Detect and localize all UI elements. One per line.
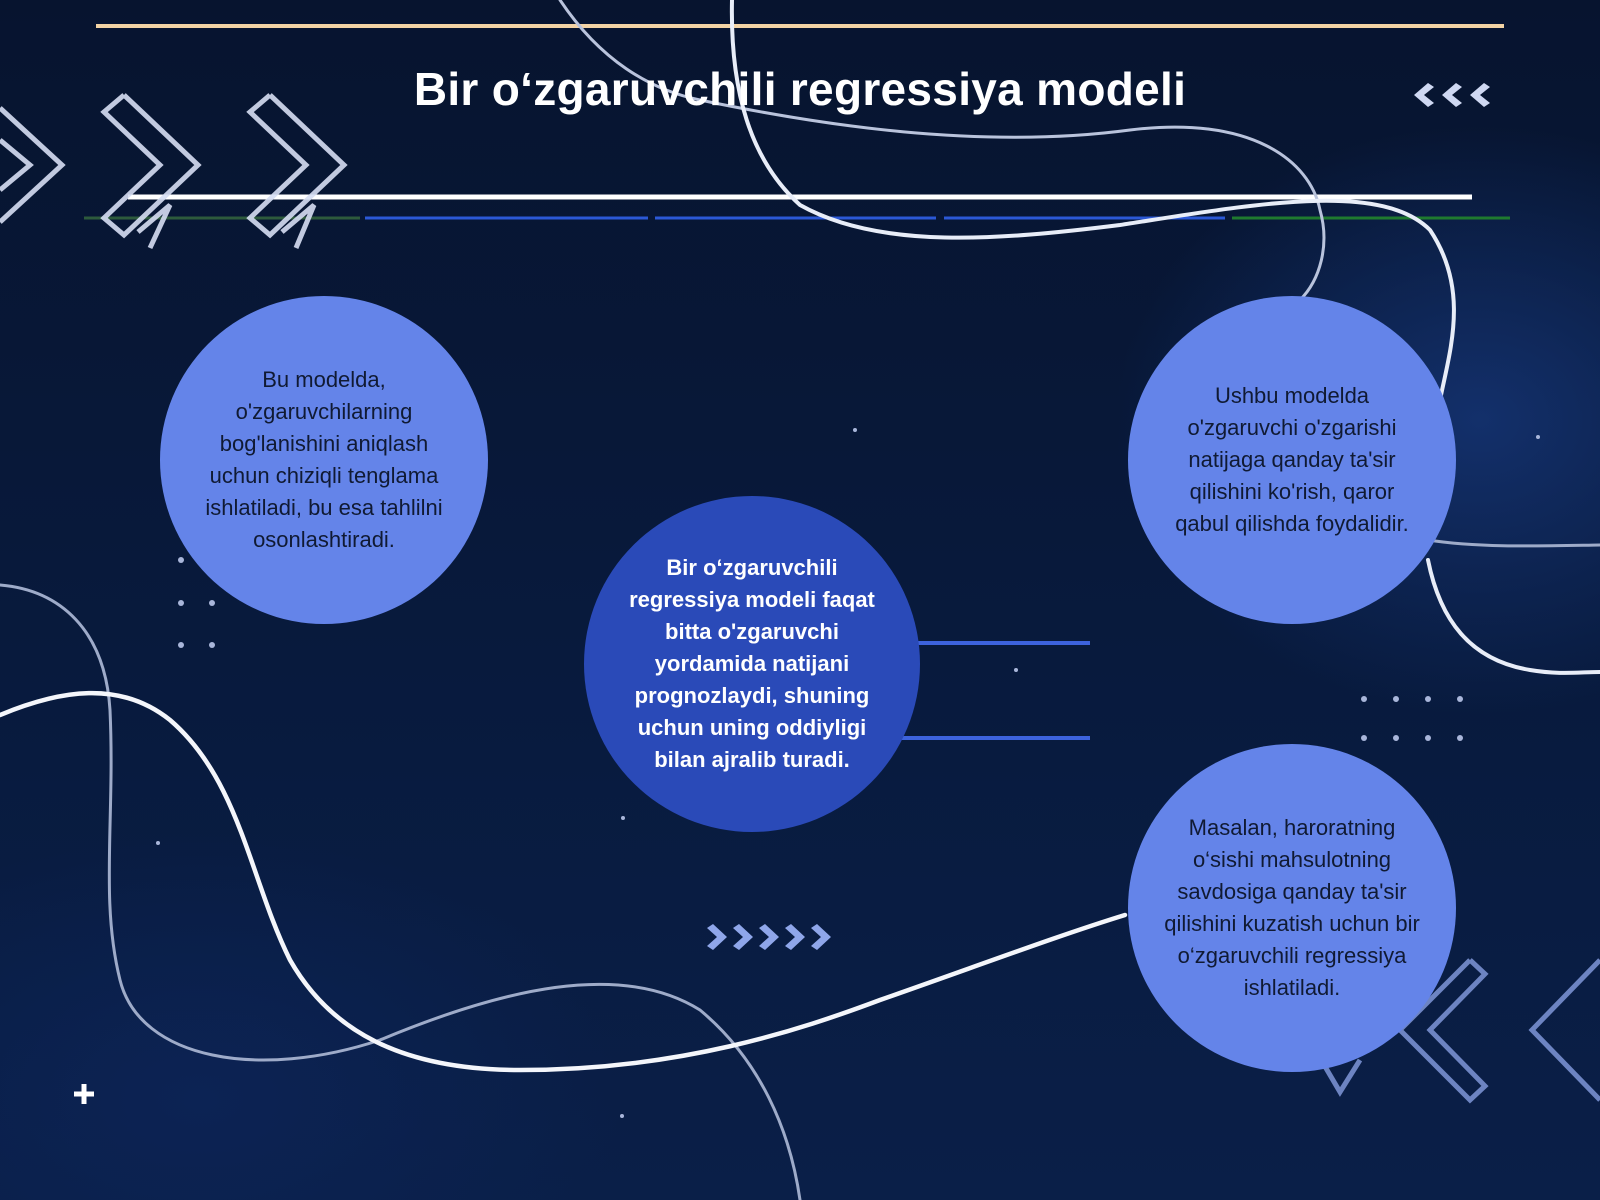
page-title: Bir o‘zgaruvchili regressiya modeli: [413, 63, 1187, 115]
chevron-right-icon: [0, 95, 344, 248]
info-circle-center: [584, 496, 920, 832]
info-circle-right-bottom: [1128, 744, 1456, 1072]
info-circle-right-top-text: Ushbu modelda o'zgaruvchi o'zgarishi natijaga qanday ta'sir qilishini ko'rish, qaror qabul qilishda foydalidir.: [1175, 383, 1409, 536]
chevron-right-icon: [707, 924, 831, 950]
info-circle-right-top: [1128, 296, 1456, 624]
info-circle-center-text: Bir o‘zgaruvchili regressiya modeli faqat bitta o'zgaruvchi yordamida natijani prognozlaydi, shuning uchun uning oddiyligi bilan ajralib turadi.: [629, 555, 875, 772]
info-circle-left: [160, 296, 488, 624]
plus-icon: [74, 1084, 94, 1104]
info-circle-right-bottom-text: Masalan, haroratning o‘sishi mahsulotning savdosiga qanday ta'sir qilishini kuzatish uchun bir o‘zgaruvchili regressiya ishlatiladi.: [1164, 815, 1420, 1000]
info-circle-left-text: Bu modelda, o'zgaruvchilarning bog'lanishini aniqlash uchun chiziqli tenglama ishlatiladi, bu esa tahlilni osonlashtiradi.: [205, 367, 443, 552]
